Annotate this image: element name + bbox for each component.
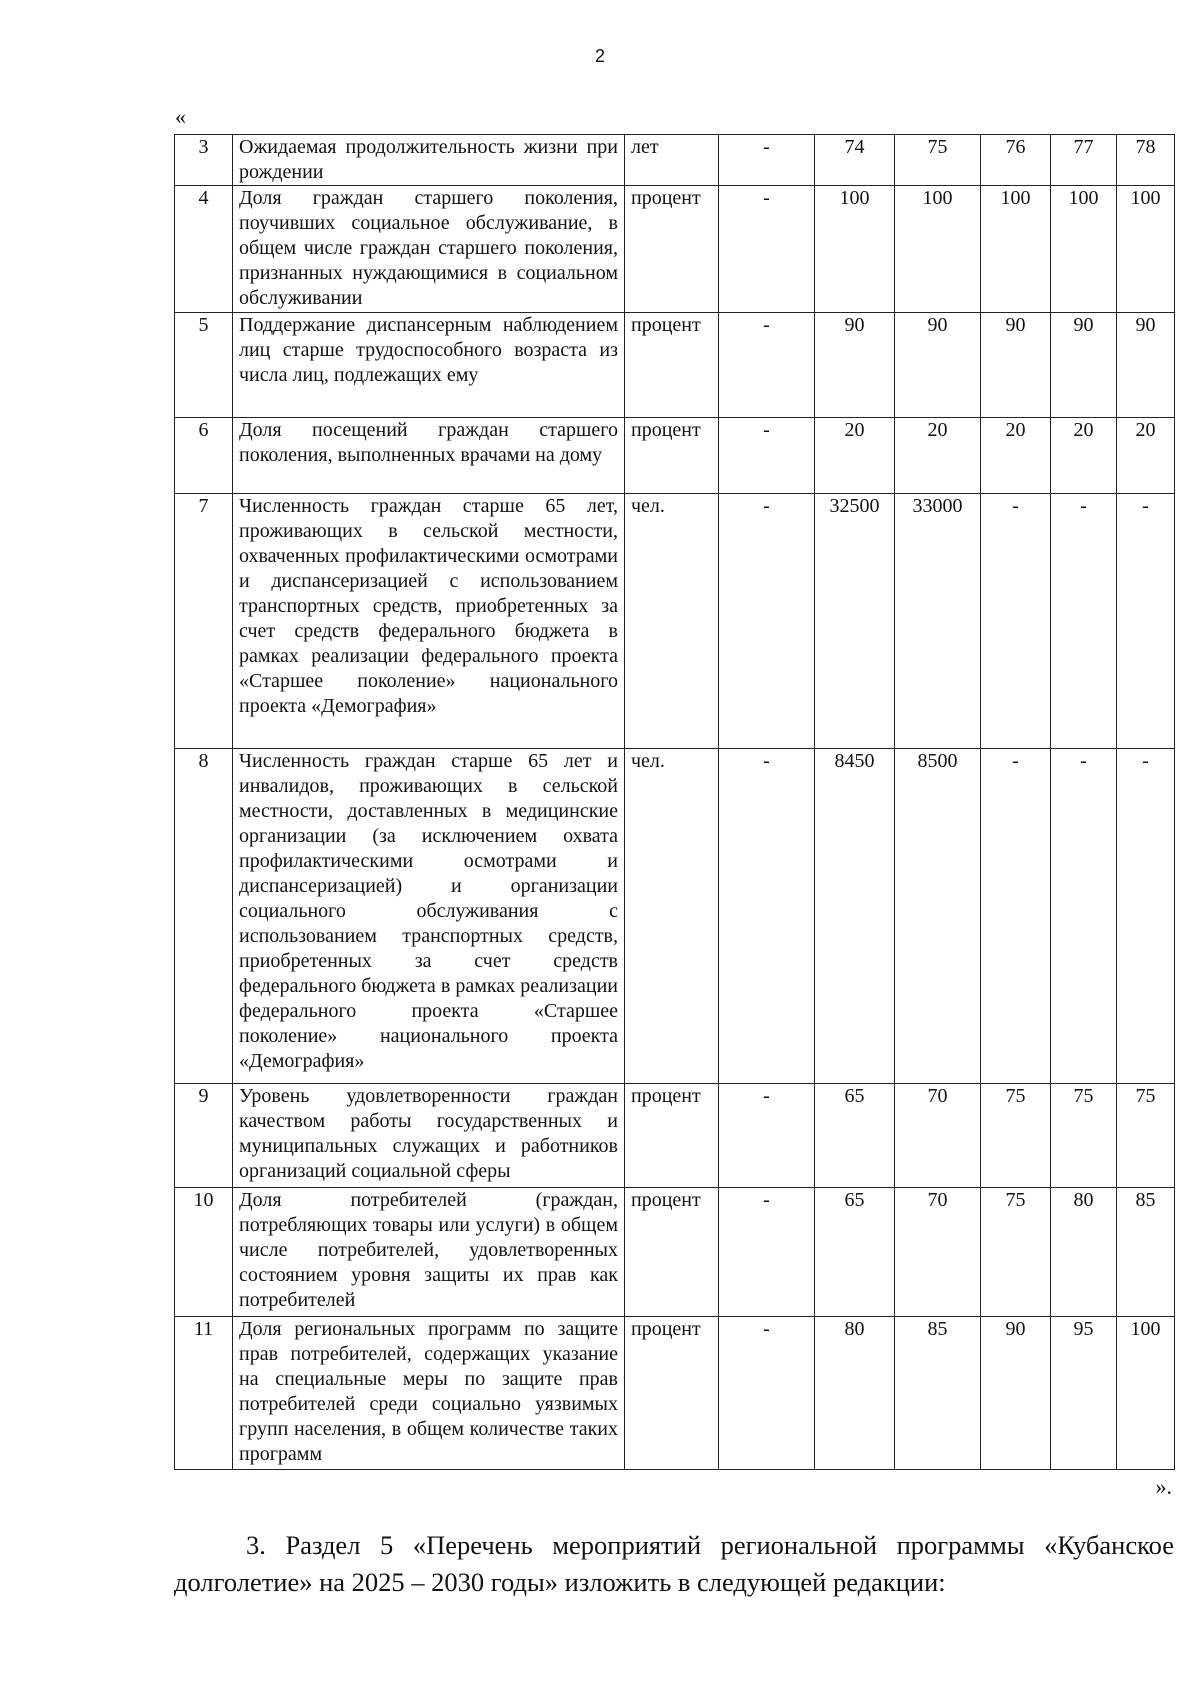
- indicator-name: Поддержание диспансерным наблюдением лиц старше трудоспособного возраста из числа лиц, подлежащих ему: [233, 313, 625, 418]
- target-value-2: 90: [895, 313, 981, 418]
- row-number: 8: [175, 749, 233, 1084]
- indicator-name: Доля потребителей (граждан, потребляющих товары или услуги) в общем числе потребителей, удовлетворенных состоянием уровня защиты их прав как потребителей: [233, 1188, 625, 1317]
- row-number: 5: [175, 313, 233, 418]
- unit-of-measure: процент: [625, 1188, 719, 1317]
- target-value-5: -: [1117, 494, 1175, 749]
- target-value-1: 20: [815, 418, 895, 494]
- target-value-2: 8500: [895, 749, 981, 1084]
- row-number: 7: [175, 494, 233, 749]
- target-value-2: 70: [895, 1084, 981, 1188]
- base-value: -: [719, 313, 815, 418]
- row-number: 11: [175, 1317, 233, 1470]
- target-value-5: 85: [1117, 1188, 1175, 1317]
- target-value-3: 76: [981, 135, 1051, 186]
- indicator-name: Ожидаемая продолжительность жизни при рождении: [233, 135, 625, 186]
- table-row: [175, 135, 1175, 186]
- target-value-5: 78: [1117, 135, 1175, 186]
- unit-of-measure: процент: [625, 1084, 719, 1188]
- target-value-5: 75: [1117, 1084, 1175, 1188]
- table-row: [175, 418, 1175, 494]
- base-value: -: [719, 1317, 815, 1470]
- row-number: 3: [175, 135, 233, 186]
- target-value-3: 100: [981, 186, 1051, 313]
- base-value: -: [719, 749, 815, 1084]
- indicator-name: Уровень удовлетворенности граждан качеством работы государственных и муниципальных служащих и работников организаций социальной сферы: [233, 1084, 625, 1188]
- page-number: 2: [594, 46, 605, 66]
- target-value-2: 70: [895, 1188, 981, 1317]
- target-value-4: 95: [1051, 1317, 1117, 1470]
- target-value-3: 20: [981, 418, 1051, 494]
- target-value-1: 80: [815, 1317, 895, 1470]
- indicator-name: Численность граждан старше 65 лет, проживающих в сельской местности, охваченных профилактическими осмотрами и диспансеризацией с использованием транспортных средств, приобретенных за счет средств федерального бюджета в рамках реализации федерального проекта «Старшее поколение» национального проекта «Демография»: [233, 494, 625, 749]
- target-value-3: 90: [981, 1317, 1051, 1470]
- target-value-4: 80: [1051, 1188, 1117, 1317]
- target-value-3: -: [981, 494, 1051, 749]
- target-value-1: 100: [815, 186, 895, 313]
- target-value-1: 8450: [815, 749, 895, 1084]
- unit-of-measure: чел.: [625, 749, 719, 1084]
- unit-of-measure: процент: [625, 186, 719, 313]
- indicators-table: [174, 134, 1175, 1470]
- target-value-5: 100: [1117, 1317, 1175, 1470]
- unit-of-measure: процент: [625, 313, 719, 418]
- target-value-4: -: [1051, 494, 1117, 749]
- target-value-2: 75: [895, 135, 981, 186]
- row-number: 6: [175, 418, 233, 494]
- target-value-1: 74: [815, 135, 895, 186]
- base-value: -: [719, 1084, 815, 1188]
- base-value: -: [719, 135, 815, 186]
- target-value-5: 90: [1117, 313, 1175, 418]
- target-value-1: 65: [815, 1084, 895, 1188]
- target-value-3: -: [981, 749, 1051, 1084]
- table-row: [175, 1188, 1175, 1317]
- indicator-name: Доля посещений граждан старшего поколения, выполненных врачами на дому: [233, 418, 625, 494]
- target-value-4: 75: [1051, 1084, 1117, 1188]
- table-row: [175, 494, 1175, 749]
- base-value: -: [719, 186, 815, 313]
- target-value-3: 75: [981, 1084, 1051, 1188]
- target-value-2: 85: [895, 1317, 981, 1470]
- unit-of-measure: процент: [625, 418, 719, 494]
- target-value-3: 75: [981, 1188, 1051, 1317]
- base-value: -: [719, 1188, 815, 1317]
- indicator-name: Доля региональных программ по защите прав потребителей, содержащих указание на специальные меры по защите прав потребителей среди социально уязвимых групп населения, в общем количестве таких программ: [233, 1317, 625, 1470]
- base-value: -: [719, 418, 815, 494]
- unit-of-measure: процент: [625, 1317, 719, 1470]
- target-value-3: 90: [981, 313, 1051, 418]
- target-value-1: 90: [815, 313, 895, 418]
- indicator-name: Доля граждан старшего поколения, поучивших социальное обслуживание, в общем числе граждан старшего поколения, признанных нуждающимися в социальном обслуживании: [233, 186, 625, 313]
- table-row: [175, 313, 1175, 418]
- indicator-name: Численность граждан старше 65 лет и инвалидов, проживающих в сельской местности, доставленных в медицинские организации (за исключением охвата профилактическими осмотрами и диспансеризацией) и организации социального обслуживания с использованием транспортных средств, приобретенных за счет средств федерального бюджета в рамках реализации федерального проекта «Старшее поколение» национального проекта «Демография»: [233, 749, 625, 1084]
- row-number: 9: [175, 1084, 233, 1188]
- target-value-5: -: [1117, 749, 1175, 1084]
- target-value-4: -: [1051, 749, 1117, 1084]
- target-value-2: 100: [895, 186, 981, 313]
- target-value-2: 20: [895, 418, 981, 494]
- base-value: -: [719, 494, 815, 749]
- target-value-4: 20: [1051, 418, 1117, 494]
- unit-of-measure: чел.: [625, 494, 719, 749]
- target-value-4: 77: [1051, 135, 1117, 186]
- opening-quote-mark: «: [175, 104, 186, 129]
- target-value-1: 32500: [815, 494, 895, 749]
- table-row: [175, 186, 1175, 313]
- body-paragraph: 3. Раздел 5 «Перечень мероприятий региональной программы «Кубанское долголетие» на 2025 – 2030 годы» изложить в следующей редакции:: [174, 1529, 1174, 1597]
- target-value-1: 65: [815, 1188, 895, 1317]
- table-row: [175, 1084, 1175, 1188]
- closing-quote-mark: ».: [1155, 1474, 1172, 1499]
- row-number: 4: [175, 186, 233, 313]
- row-number: 10: [175, 1188, 233, 1317]
- target-value-5: 100: [1117, 186, 1175, 313]
- target-value-4: 100: [1051, 186, 1117, 313]
- unit-of-measure: лет: [625, 135, 719, 186]
- target-value-4: 90: [1051, 313, 1117, 418]
- table-row: [175, 749, 1175, 1084]
- target-value-2: 33000: [895, 494, 981, 749]
- target-value-5: 20: [1117, 418, 1175, 494]
- table-row: [175, 1317, 1175, 1470]
